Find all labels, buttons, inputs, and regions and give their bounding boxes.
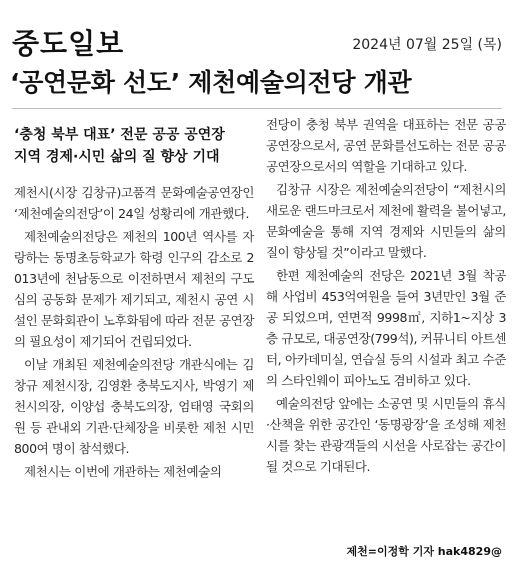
article-paragraph: 예술의전당 앞에는 소공연 및 시민들의 휴식·산책을 위한 공간인 ‘동명광장’을 조성해 제천시를 찾는 관광객들의 시선을 사로잡는 공간이 될 것으로 기대된다. <box>266 396 506 474</box>
subhead-line: ‘충청 북부 대표’ 전문 공공 공연장 <box>14 127 225 143</box>
newspaper-logo: 중도일보 <box>12 27 125 60</box>
article-paragraph: 전당이 충청 북부 권역을 대표하는 전문 공공 공연장으로서, 공연 문화를선도하는 전문 공공 공연장으로서의 역할을 기대하고 있다. <box>266 117 506 174</box>
article-subhead <box>14 124 254 168</box>
article-column-left <box>14 114 254 484</box>
article-paragraph: 한편 제천예술의 전당은 2021년 3월 착공해 사업비 453억여원을 들여 3년만인 3월 준공 되었으며, 연면적 9998㎡, 지하1~지상 3층 규모로, 대공연장(799석), 커뮤니티 아트센터, 아카데미실, 연습실 등의 시설과 최고 수준의 스타인웨이 피아노도 겸비하고 있다. <box>266 268 506 388</box>
subhead-line: 지역 경제·시민 삶의 질 향상 기대 <box>14 149 220 165</box>
article-paragraph: 제천시는 이번에 개관하는 제천예술의 <box>24 464 222 479</box>
article-column-right <box>266 114 506 479</box>
article-headline: ‘공연문화 선도’ 제천예술의전당 개관 <box>10 68 412 97</box>
article-paragraph: 제천시(시장 김창규)고품격 문화예술공연장인 ‘제천예술의전당’이 24일 성황리에 개관했다. <box>14 185 254 221</box>
publication-date: 2024년 07월 25일 (목) <box>352 37 502 53</box>
masthead <box>12 28 502 62</box>
headline-divider <box>12 108 502 109</box>
article-paragraph: 이날 개최된 제천예술의전당 개관식에는 김창규 제천시장, 김영환 충북도지사, 박영기 제천시의장, 이양섭 충북도의장, 엄태영 국회의원 등 관내외 기관·단체장을 비롯한 제천 시민 800여 명이 참석했다. <box>14 357 254 456</box>
article-paragraph: 제천예술의전당은 제천의 100년 역사를 자랑하는 동명초등학교가 학령 인구의 감소로 2013년에 천남동으로 이전하면서 제천의 구도심의 공동화 문제가 제기되고, 제천시 공연 시설인 문화회관이 노후화됨에 따라 전문 공연장의 필요성이 제기되어 건립되었다. <box>14 229 254 349</box>
reporter-byline: 제천=이정학 기자 hak4829@ <box>346 545 502 558</box>
article-paragraph: 김창규 시장은 제천예술의전당이 “제천시의 새로운 랜드마크로서 제천에 활력을 불어넣고, 문화예술을 통해 지역 경제와 시민들의 삶의 질이 향상될 것”이라고 말했다. <box>266 182 506 260</box>
